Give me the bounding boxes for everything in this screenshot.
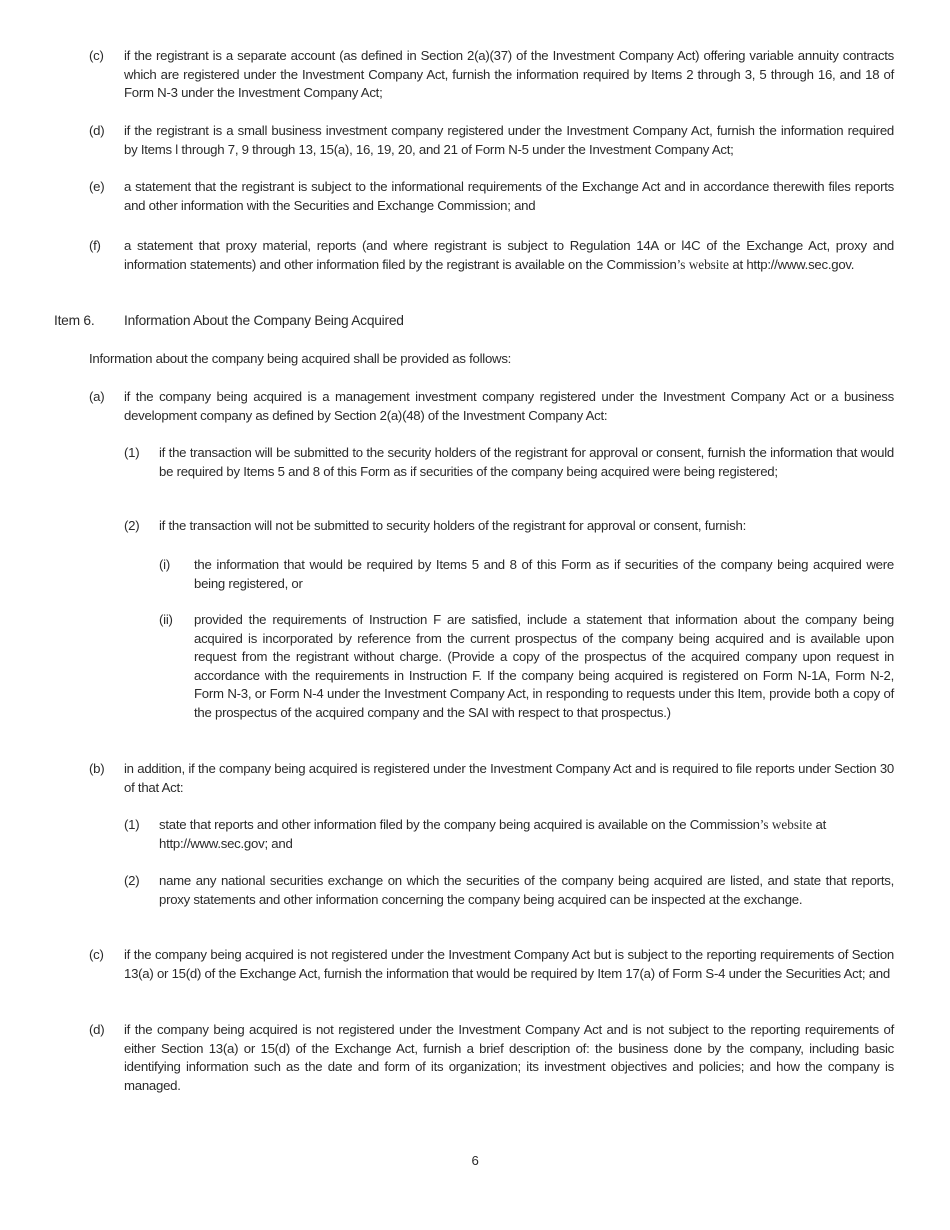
item6-label-a: (a) bbox=[89, 389, 105, 404]
item5-paragraph-f bbox=[89, 237, 894, 274]
item5-text-c: if the registrant is a separate account (as defined in Section 2(a)(37) of the Investment Company Act) offering variable annuity contracts which are registered under the Investment Company Act, furnish the information required by Items 2 through 3, 5 through 16, and 18 of Form N-3 under the Investment Company Act; bbox=[124, 48, 894, 101]
item5-label-e: (e) bbox=[89, 179, 105, 194]
item6-b-text-1 bbox=[159, 816, 894, 853]
item6-label-c: (c) bbox=[89, 947, 104, 962]
item6-b-paragraph-2 bbox=[124, 872, 894, 909]
item6-label-b: (b) bbox=[89, 761, 105, 776]
item6-paragraph-d bbox=[89, 1021, 894, 1095]
item5-label-d: (d) bbox=[89, 123, 105, 138]
item6-b-label-2: (2) bbox=[124, 873, 140, 888]
item6-text-a: if the company being acquired is a management investment company registered under the Investment Company Act or a business development company as defined by Section 2(a)(48) of the Investment Company Act: bbox=[124, 389, 894, 423]
item6-a2-label-ii: (ii) bbox=[159, 612, 173, 627]
item6-a-text-1: if the transaction will be submitted to the security holders of the registrant for approval or consent, furnish the information that would be required by Items 5 and 8 of this Form as if securities of the company being acquired were being registered; bbox=[159, 445, 894, 479]
item5-text-f bbox=[124, 237, 894, 274]
item6-b-paragraph-1 bbox=[124, 816, 894, 853]
item6-a2-label-i: (i) bbox=[159, 557, 170, 572]
item5-text-e: a statement that the registrant is subject to the informational requirements of the Exchange Act and in accordance therewith files reports and other information with the Securities and Exchange Commission; and bbox=[124, 179, 894, 213]
page-number: 6 bbox=[471, 1153, 479, 1168]
item5-text-d: if the registrant is a small business investment company registered under the Investment Company Act, furnish the information required by Items l through 7, 9 through 13, 15(a), 16, 19, 20, and 21 of Form N-5 under the Investment Company Act; bbox=[124, 123, 894, 157]
item5-label-c: (c) bbox=[89, 48, 104, 63]
item6-a-label-2: (2) bbox=[124, 518, 140, 533]
item6-intro: Information about the company being acquired shall be provided as follows: bbox=[89, 351, 512, 366]
item5-paragraph-e bbox=[89, 178, 894, 215]
item5-text-f-website: ’s website bbox=[676, 256, 729, 272]
item6-a-label-1: (1) bbox=[124, 445, 140, 460]
item5-label-f: (f) bbox=[89, 238, 101, 253]
item6-title: Information About the Company Being Acquired bbox=[124, 313, 404, 328]
item6-text-c: if the company being acquired is not registered under the Investment Company Act but is subject to the reporting requirements of Section 13(a) or 15(d) of the Exchange Act, furnish the information that would be required by Item 17(a) of Form S-4 under the Securities Act; and bbox=[124, 947, 894, 981]
item6-label-d: (d) bbox=[89, 1022, 105, 1037]
item6-b-text-1-part1: state that reports and other information filed by the company being acquired is available on the Commission bbox=[159, 817, 760, 832]
item5-text-f-part1: a statement that proxy material, reports (and where registrant is subject to Regulation 14A or l4C of the Exchange Act, proxy and information statements) and other information filed by the registrant is available on the Commission bbox=[124, 238, 894, 272]
item6-b-text-2: name any national securities exchange on which the securities of the company being acquired are listed, and state that reports, proxy statements and other information concerning the company being acquired can be inspected at the exchange. bbox=[159, 873, 894, 907]
item5-paragraph-c bbox=[89, 47, 894, 103]
item6-a-paragraph-2 bbox=[124, 517, 894, 536]
item6-b-text-1-website: ’s website bbox=[759, 817, 813, 832]
item6-b-label-1: (1) bbox=[124, 817, 140, 832]
item6-b-text-1-part3: at http://www.sec.gov; and bbox=[159, 817, 827, 851]
item6-a2-text-i: the information that would be required by Items 5 and 8 of this Form as if securities of the company being acquired were being registered, or bbox=[194, 557, 894, 591]
item6-number: Item 6. bbox=[54, 313, 95, 328]
item6-a2-text-ii: provided the requirements of Instruction F are satisfied, include a statement that information about the company being acquired is incorporated by reference from the current prospectus of the company being acquired and is available upon request from the registrant without charge. (Provide a copy of the prospectus of the acquired company upon request in accordance with the requirements in Instruction F. If the company being acquired is registered on Form N-1A, Form N-2, Form N-3, or Form N-4 under the Investment Company Act, in responding to requests under this Item, provide both a copy of the prospectus of the acquired company and the SAI with respect to that prospectus.) bbox=[194, 612, 894, 720]
item6-a-paragraph-1 bbox=[124, 444, 894, 481]
item5-paragraph-d bbox=[89, 122, 894, 159]
item6-paragraph-b bbox=[89, 760, 894, 797]
item5-text-f-part3: at http://www.sec.gov. bbox=[729, 256, 855, 272]
item6-heading bbox=[54, 312, 404, 331]
item6-a2-paragraph-ii bbox=[159, 611, 894, 723]
item6-a2-paragraph-i bbox=[159, 556, 894, 593]
item6-paragraph-a bbox=[89, 388, 894, 425]
item6-text-b: in addition, if the company being acquired is registered under the Investment Company Act and is required to file reports under Section 30 of that Act: bbox=[124, 761, 894, 795]
item6-text-d: if the company being acquired is not registered under the Investment Company Act and is not subject to the reporting requirements of either Section 13(a) or 15(d) of the Exchange Act, furnish a brief description of: the business done by the company, including basic identifying information such as the date and form of its organization; its investment objectives and policies; and how the company is managed. bbox=[124, 1022, 894, 1093]
item6-paragraph-c bbox=[89, 946, 894, 983]
item6-a-text-2: if the transaction will not be submitted to security holders of the registrant for approval or consent, furnish: bbox=[159, 518, 746, 533]
